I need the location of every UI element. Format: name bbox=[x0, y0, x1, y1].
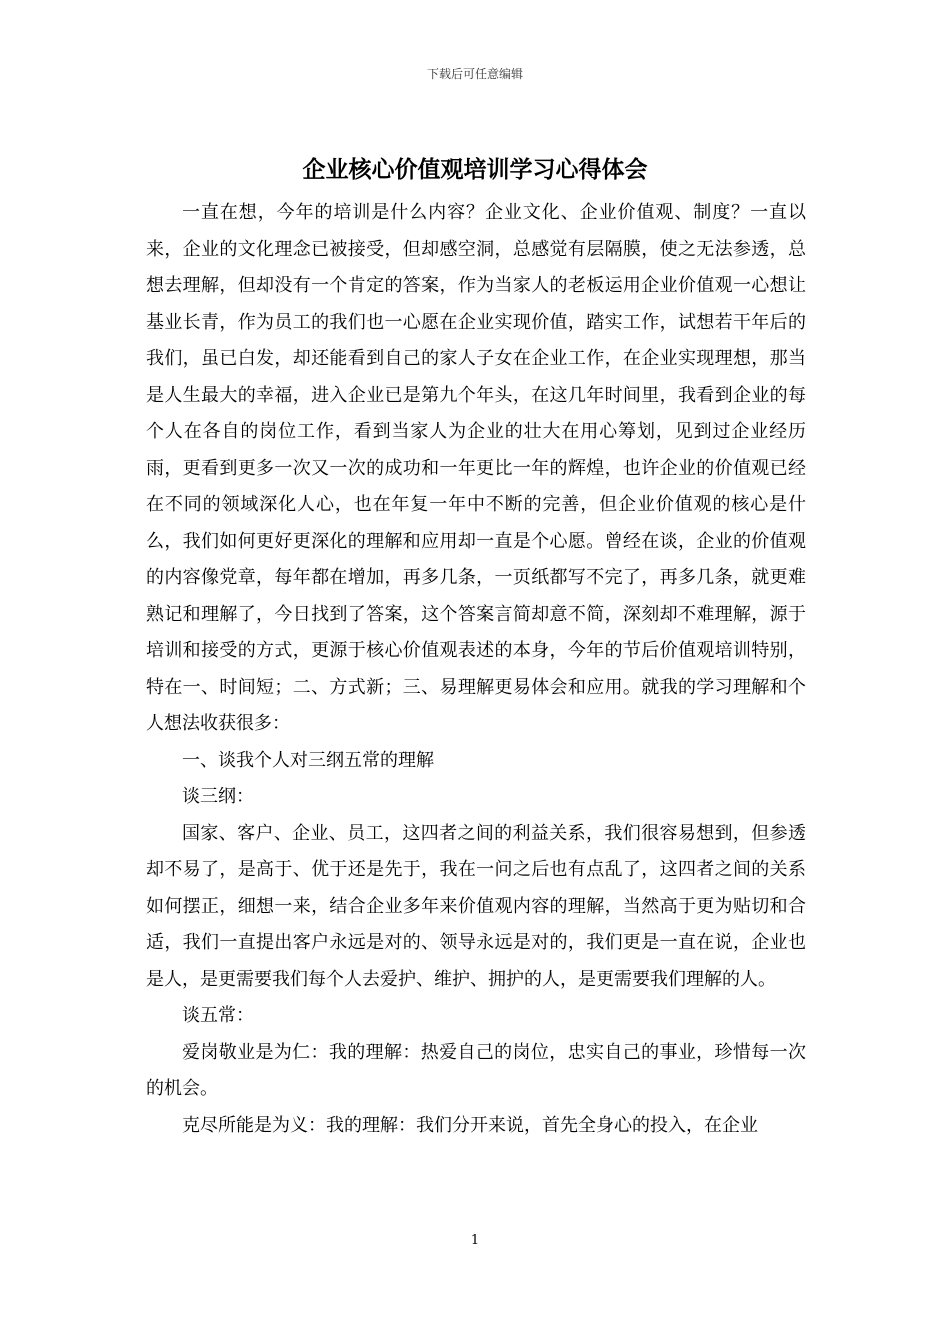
section-heading-sangang-wuchang: 一、谈我个人对三纲五常的理解 bbox=[182, 749, 434, 771]
subheading-wuchang: 谈五常： bbox=[182, 1005, 254, 1026]
paragraph-sangang: 国家、客户、企业、员工，这四者之间的利益关系，我们很容易想到，但参透却不易了，是高于、优于还是先于，我在一问之后也有点乱了，这四者之间的关系如何摆正，细想一来，结合企业多年来价值观内容的理解，当然高于更为贴切和合适，我们一直提出客户永远是对的、领导永远是对的，我们更是一直在说，企业也是人，是更需要我们每个人去爱护、维护、拥护的人，是更需要我们理解的人。 bbox=[146, 822, 806, 990]
header-note: 下载后可任意编辑 bbox=[426, 67, 523, 81]
document-body bbox=[146, 195, 806, 1144]
subheading-sangang: 谈三纲： bbox=[182, 786, 254, 807]
paragraph-yi: 克尽所能是为义：我的理解：我们分开来说，首先全身心的投入，在企业 bbox=[182, 1114, 758, 1136]
paragraph-ren: 爱岗敬业是为仁：我的理解：热爱自己的岗位，忠实自己的事业，珍惜每一次的机会。 bbox=[146, 1041, 806, 1099]
paragraph-intro: 一直在想，今年的培训是什么内容？企业文化、企业价值观、制度？一直以来，企业的文化理念已被接受，但却感空洞，总感觉有层隔膜，使之无法参透，总想去理解，但却没有一个肯定的答案，作为当家人的老板运用企业价值观一心想让基业长青，作为员工的我们也一心愿在企业实现价值，踏实工作，试想若干年后的我们，虽已白发，却还能看到自己的家人子女在企业工作，在企业实现理想，那当是人生最大的幸福，进入企业已是第九个年头，在这几年时间里，我看到企业的每个人在各自的岗位工作，看到当家人为企业的壮大在用心筹划，见到过企业经历雨，更看到更多一次又一次的成功和一年更比一年的辉煌，也许企业的价值观已经在不同的领域深化人心，也在年复一年中不断的完善，但企业价值观的核心是什么，我们如何更好更深化的理解和应用却一直是个心愿。曾经在谈，企业的价值观的内容像党章，每年都在增加，再多几条，一页纸都写不完了，再多几条，就更难熟记和理解了，今日找到了答案，这个答案言简却意不简，深刻却不难理解，源于培训和接受的方式，更源于核心价值观表述的本身，今年的节后价值观培训特别，特在一、时间短；二、方式新；三、易理解更易体会和应用。就我的学习理解和个人想法收获很多： bbox=[146, 202, 806, 734]
document-title: 企业核心价值观培训学习心得体会 bbox=[302, 156, 648, 183]
page-number: 1 bbox=[470, 1233, 480, 1248]
